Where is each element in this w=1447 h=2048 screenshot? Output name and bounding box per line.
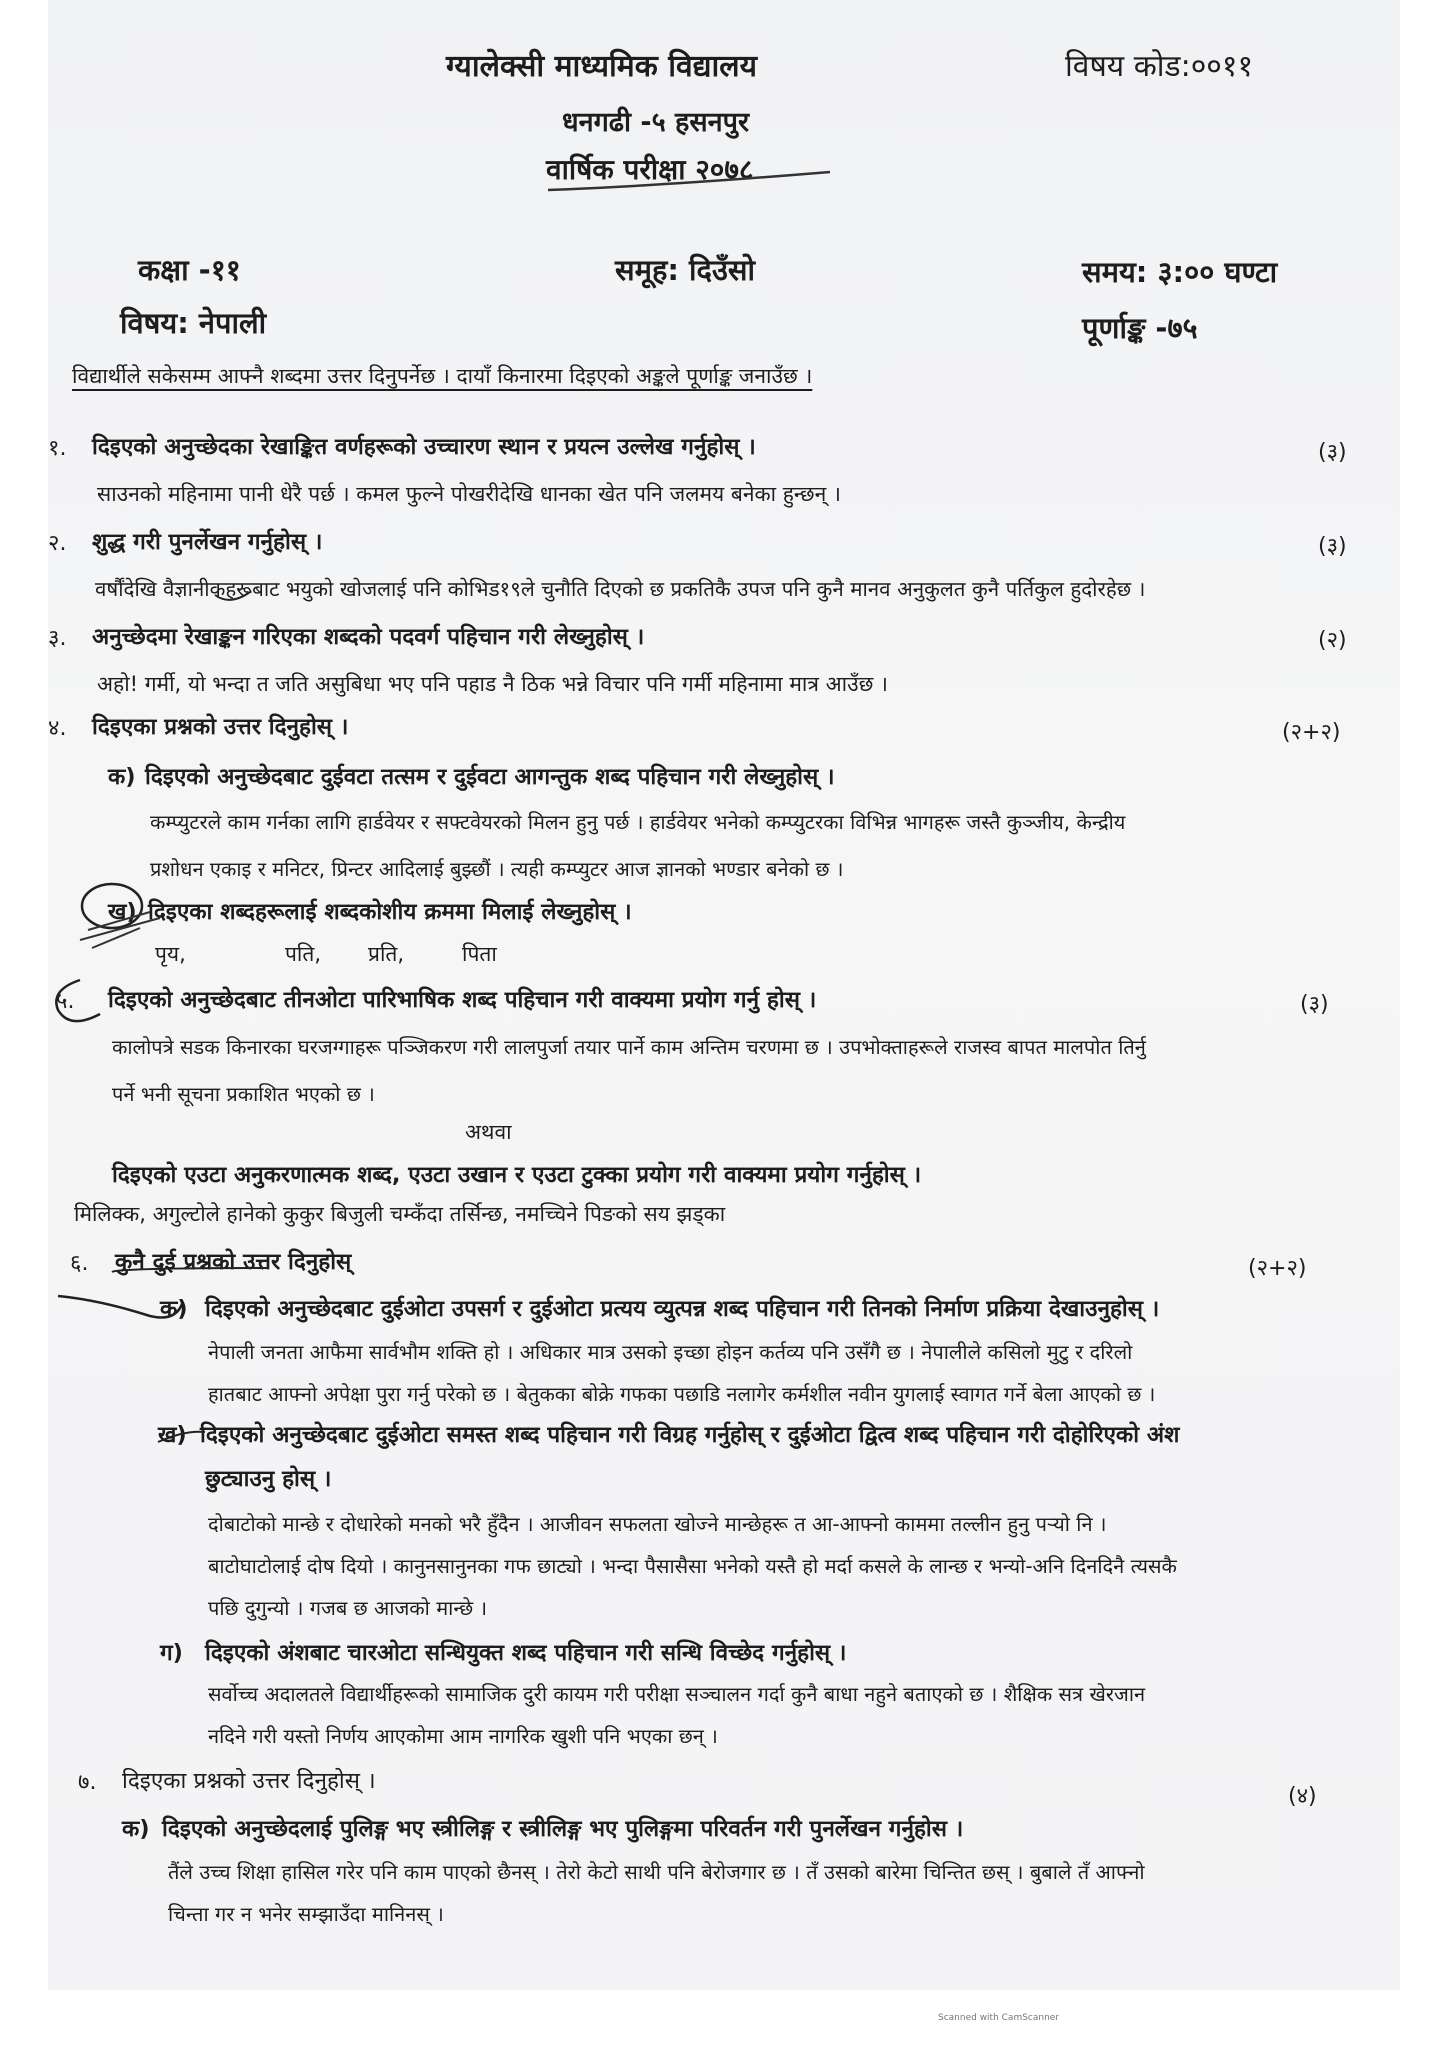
school-name: ग्यालेक्सी माध्यमिक विद्यालय — [446, 49, 758, 84]
q5-or: अथवा — [465, 1120, 512, 1144]
q6b-passage-line1: दोबाटोको मान्छे र दोधारेको मनको भरै हुँदैन । आजीवन सफलता खोज्ने मान्छेहरू त आ-आफ्नो काममा तल्लीन हुनु पर्‍यो नि । — [208, 1512, 1107, 1536]
q1-text: दिइएको अनुच्छेदका रेखाङ्कित वर्णहरूको उच्चारण स्थान र प्रयत्न उल्लेख गर्नुहोस् । — [92, 434, 756, 460]
q4b-circle — [82, 884, 142, 928]
q6c-text: दिइएको अंशबाट चारओटा सन्धियुक्त शब्द पहिचान गरी सन्धि विच्छेद गर्नुहोस् । — [205, 1640, 847, 1666]
q6b-text-line2: छुट्याउनु होस् । — [205, 1466, 332, 1492]
q6-text: कुनै दुई प्रश्नको उत्तर दिनुहोस् — [115, 1249, 352, 1275]
q7a-label: क) — [122, 1816, 150, 1842]
q6a-label: क) — [160, 1296, 188, 1322]
q4-marks: (२+२) — [1282, 720, 1341, 745]
q4b-word-3: प्रति, — [368, 942, 405, 966]
q7a-text: दिइएको अनुच्छेदलाई पुलिङ्ग भए स्त्रीलिङ्ग र स्त्रीलिङ्ग भए पुलिङ्गमा परिवर्तन गरी पुनर्लेखन गर्नुहोस । — [162, 1816, 964, 1842]
q2-number: २. — [48, 531, 67, 556]
q3-passage: अहो! गर्मी, यो भन्दा त जति असुबिधा भए पनि पहाड नै ठिक भन्ने विचार पनि गर्मी महिनामा मात्र आउँछ । — [97, 672, 888, 696]
q6b-passage-line2: बाटोघाटोलाई दोष दियो । कानुनसानुनका गफ छाट्यो । भन्दा पैसासैसा भनेको यस्तै हो मर्दा कसले के लान्छ र भन्यो-अनि दिनदिनै त्यसकै — [208, 1554, 1177, 1578]
scanner-watermark: Scanned with CamScanner — [938, 2013, 1060, 2023]
q7a-passage-line2: चिन्ता गर न भनेर सम्झाउँदा मानिनस् । — [168, 1902, 444, 1926]
group-label: समूह: दिउँसो — [615, 253, 755, 287]
q6b-mark — [158, 1432, 205, 1442]
q6-number: ६. — [70, 1251, 89, 1276]
q7-number: ७. — [78, 1770, 97, 1795]
exam-year-underline — [548, 172, 830, 190]
q5-circle — [56, 980, 100, 1021]
q4a-passage-line1: कम्प्युटरले काम गर्नका लागि हार्डवेयर र सफ्टवेयरको मिलन हुनु पर्छ । हार्डवेयर भनेको कम्प्युटरका विभिन्न भागहरू जस्तै कुञ्जीय, केन्द्रीय — [150, 810, 1126, 834]
q4b-label: ख) — [108, 899, 137, 925]
q5-text: दिइएको अनुच्छेदबाट तीनओटा पारिभाषिक शब्द पहिचान गरी वाक्यमा प्रयोग गर्नु होस् । — [108, 987, 817, 1013]
q5-alt-text: दिइएको एउटा अनुकरणात्मक शब्द, एउटा उखान र एउटा टुक्का प्रयोग गरी वाक्यमा प्रयोग गर्नुहोस् । — [112, 1162, 922, 1188]
q5-marks: (३) — [1300, 992, 1329, 1017]
q4b-text: दिइएका शब्दहरूलाई शब्दकोशीय क्रममा मिलाई लेख्नुहोस् । — [148, 899, 632, 925]
q6a-passage-line2: हातबाट आफ्नो अपेक्षा पुरा गर्नु परेको छ । बेतुकका बोक्रे गफका पछाडि नलागेर कर्मशील नवीन युगलाई स्वागत गर्ने बेला आएको छ । — [208, 1382, 1156, 1406]
q7-marks: (४) — [1288, 1784, 1317, 1809]
q6a-passage-line1: नेपाली जनता आफैमा सार्वभौम शक्ति हो । अधिकार मात्र उसको इच्छा होइन कर्तव्य पनि उसँगै छ । नेपालीले कसिलो मुटु र दरिलो — [208, 1340, 1133, 1364]
exam-title: वार्षिक परीक्षा २०७८ — [546, 153, 754, 186]
q7-text: दिइएका प्रश्नको उत्तर दिनुहोस् । — [122, 1768, 376, 1794]
q2-check — [215, 592, 250, 600]
subject-code: विषय कोड:००११ — [1065, 49, 1254, 84]
q6-check-mark — [58, 1296, 182, 1318]
q4a-text: दिइएको अनुच्छेदबाट दुईवटा तत्सम र दुईवटा आगन्तुक शब्द पहिचान गरी लेख्नुहोस् । — [145, 764, 835, 790]
school-address: धनगढी -५ हसनपुर — [562, 107, 749, 138]
q7a-passage-line1: तैंले उच्च शिक्षा हासिल गरेर पनि काम पाएको छैनस् । तेरो केटो साथी पनि बेरोजगार छ । तँ उसको बारेमा चिन्तित छस् । बुबाले तँ आफ्नो — [168, 1860, 1145, 1884]
class-label: कक्षा -११ — [138, 253, 241, 287]
q6c-passage-line2: नदिने गरी यस्तो निर्णय आएकोमा आम नागरिक खुशी पनि भएका छन् । — [208, 1724, 718, 1748]
q4-number: ४. — [48, 716, 67, 741]
q5-passage-line2: पर्ने भनी सूचना प्रकाशित भएको छ । — [112, 1082, 375, 1106]
q4b-word-4: पिता — [462, 942, 497, 966]
q5-passage-line1: कालोपत्रे सडक किनारका घरजग्गाहरू पञ्जिकरण गरी लालपुर्जा तयार पार्ने काम अन्तिम चरणमा छ । उपभोक्ताहरूले राजस्व बापत मालपोत तिर्नु — [112, 1035, 1146, 1059]
general-instruction: विद्यार्थीले सकेसम्म आफ्नै शब्दमा उत्तर दिनुपर्नेछ । दायाँ किनारमा दिइएको अङ्कले पूर्णाङ्क जनाउँछ । — [72, 364, 813, 388]
q6c-label: ग) — [160, 1640, 183, 1666]
full-marks-label: पूर्णाङ्क -७५ — [1082, 311, 1198, 345]
q6b-label: ख) — [158, 1422, 187, 1448]
q1-number: १. — [48, 436, 67, 461]
q2-text: शुद्ध गरी पुनर्लेखन गर्नुहोस् । — [92, 529, 323, 555]
q3-number: ३. — [48, 626, 67, 651]
time-label: समय: ३:०० घण्टा — [1082, 255, 1278, 289]
q6a-text: दिइएको अनुच्छेदबाट दुईओटा उपसर्ग र दुईओटा प्रत्यय व्युत्पन्न शब्द पहिचान गरी तिनको निर्माण प्रक्रिया देखाउनुहोस् । — [205, 1296, 1160, 1322]
q4b-scribble — [80, 912, 160, 948]
q1-marks: (३) — [1318, 440, 1347, 465]
q4b-word-2: पति, — [285, 942, 322, 966]
q5-alt-passage: मिलिक्क, अगुल्टोले हानेको कुकुर बिजुली चम्कँदा तर्सिन्छ, नमच्चिने पिङको सय झड्का — [74, 1202, 726, 1226]
q2-marks: (३) — [1318, 534, 1347, 559]
q6b-passage-line3: पछि दुगुन्यो । गजब छ आजको मान्छे । — [208, 1596, 488, 1620]
q6-underline — [112, 1268, 268, 1272]
q1-passage: साउनको महिनामा पानी धेरै पर्छ । कमल फुल्ने पोखरीदेखि धानका खेत पनि जलमय बनेका हुन्छन् । — [97, 482, 841, 506]
q6b-text-line1: दिइएको अनुच्छेदबाट दुईओटा समस्त शब्द पहिचान गरी विग्रह गर्नुहोस् र दुईओटा द्वित्व शब्द पहिचान गरी दोहोरिएको अंश — [200, 1422, 1180, 1448]
q3-marks: (२) — [1318, 628, 1347, 653]
q4-text: दिइएका प्रश्नको उत्तर दिनुहोस् । — [92, 714, 349, 740]
q5-number: ५. — [56, 989, 75, 1014]
subject-label: विषय: नेपाली — [120, 306, 267, 340]
q4a-label: क) — [108, 764, 136, 790]
q2-passage: वर्षौंदेखि वैज्ञानीकहरूबाट भयुको खोजलाई पनि कोभिड१९ले चुनौति दिएको छ प्रकतिकै उपज पनि कुनै मानव अनुकुलत कुनै पर्तिकुल हुदोरहेछ । — [95, 577, 1146, 601]
q6c-passage-line1: सर्वोच्च अदालतले विद्यार्थीहरूको सामाजिक दुरी कायम गरी परीक्षा सञ्चालन गर्दा कुनै बाधा नहुने बताएको छ । शैक्षिक सत्र खेरजान — [208, 1682, 1146, 1706]
q3-text: अनुच्छेदमा रेखाङ्कन गरिएका शब्दको पदवर्ग पहिचान गरी लेख्नुहोस् । — [92, 624, 645, 650]
q6-marks: (२+२) — [1248, 1256, 1307, 1281]
q4b-word-1: पृय, — [155, 942, 186, 966]
q4a-passage-line2: प्रशोधन एकाइ र मनिटर, प्रिन्टर आदिलाई बुझ्छौं । त्यही कम्प्युटर आज ज्ञानको भण्डार बनेको छ । — [150, 857, 844, 881]
